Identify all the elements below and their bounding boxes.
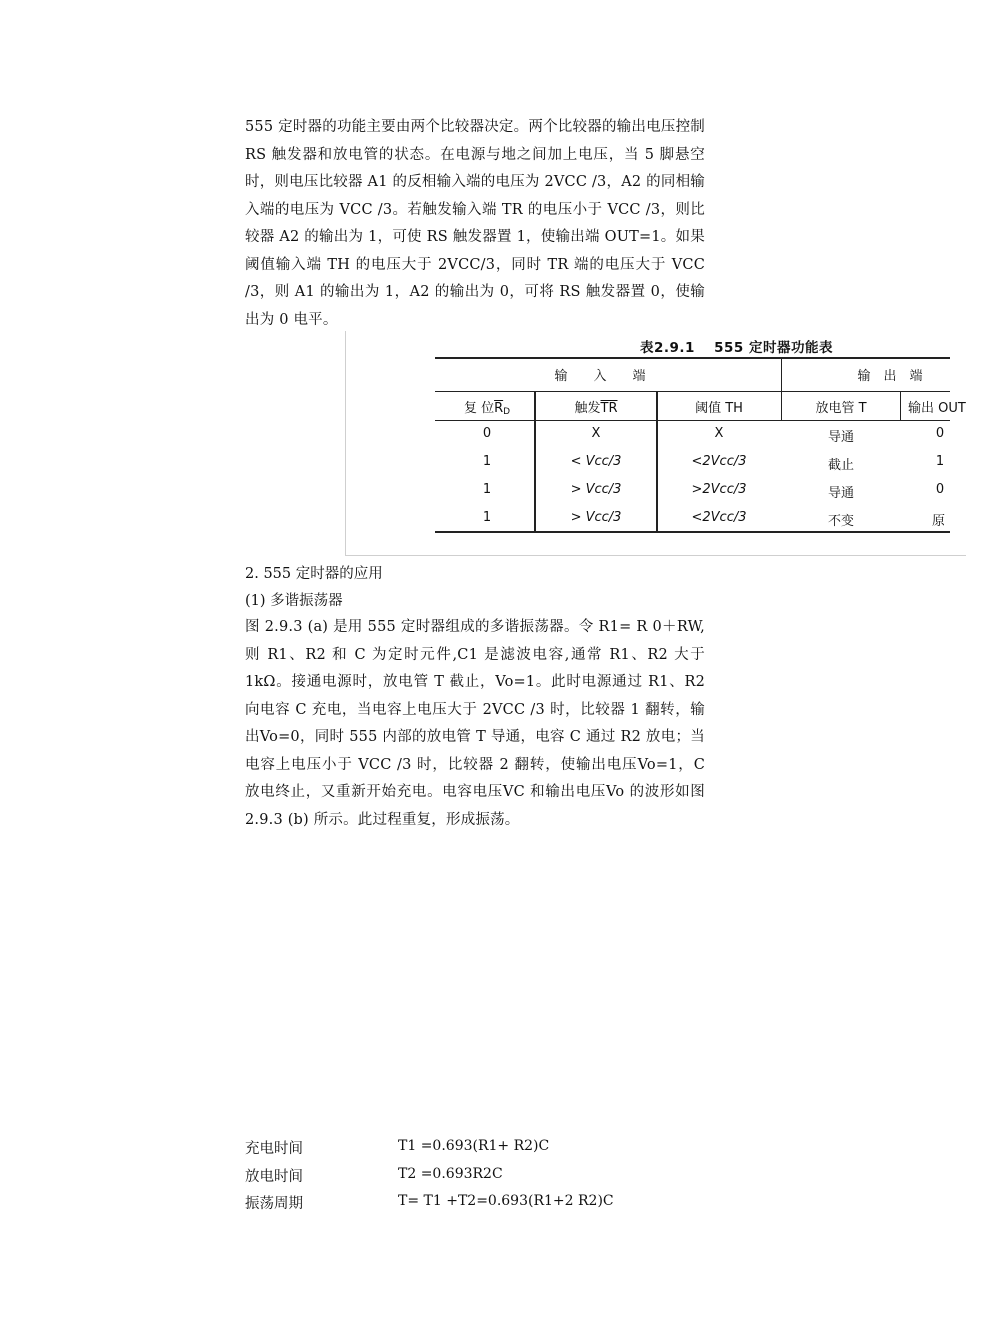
cell-discharge: 导通 [827, 430, 854, 445]
formula-label: 充电时间 [245, 1141, 303, 1157]
cell-trigger: > Vcc/3 [570, 482, 622, 497]
cell-discharge: 不变 [827, 514, 854, 529]
formula-label: 放电时间 [245, 1169, 303, 1185]
subsection-heading: (1) 多谐振荡器 [245, 593, 343, 609]
formula-value: T1 =0.693(R1+ R2)C [398, 1138, 550, 1154]
header-discharge: 放电管 T [815, 401, 867, 416]
table-col-divider-2 [656, 391, 658, 532]
cell-output: 0 [935, 426, 945, 441]
cell-output: 1 [935, 454, 945, 469]
table-header-rule [435, 391, 950, 392]
table-group-output: 输 出 端 [857, 369, 923, 384]
cell-reset: 1 [482, 454, 492, 469]
cell-trigger: X [591, 426, 601, 441]
cell-reset: 1 [482, 482, 492, 497]
header-output: 输出 OUT [908, 401, 966, 416]
cell-threshold: <2Vcc/3 [691, 454, 747, 469]
header-trigger: 触发$\overline{TR}$ [574, 401, 618, 416]
cell-discharge: 截止 [827, 458, 854, 473]
header-reset: 复 位$\overline{R}_D$ [463, 401, 511, 417]
formula-value: T= T1 +T2=0.693(R1+2 R2)C [398, 1193, 614, 1209]
table-title: 表2.9.1 555 定时器功能表 [640, 340, 834, 356]
table-col-divider-4 [900, 391, 901, 420]
table-group-input: 输 入 端 [554, 369, 646, 384]
cell-threshold: >2Vcc/3 [691, 482, 747, 497]
table-col-divider-3 [781, 391, 782, 420]
oscillator-paragraph: 图 2.9.3 (a) 是用 555 定时器组成的多谐振荡器。令 R1= R 0＋RW,则 R1、R2 和 C 为定时元件,C1 是滤波电容,通常 R1、R2 大于 1kΩ。接通电源时，放电管 T 截止，Vo=1。此时电源通过 R1、R2 向电容 C 充电，当电容上电压大于 2VCC /3 时，比较器 1 翻转，输出Vo=0，同时 555 内部的放电管 T 导通，电容 C 通过 R2 放电；当电容上电压小于 VCC /3 时，比较器 2 翻转，使输出电压Vo=1，C 放电终止，又重新开始充电。电容电压VC 和输出电压Vo 的波形如图 2.9.3 (b) 所示。此过程重复，形成振荡。 [245, 619, 705, 828]
header-threshold: 阈值 TH [695, 401, 743, 416]
table-bottom-rule [435, 531, 950, 533]
cell-reset: 1 [482, 510, 492, 525]
formula-value: T2 =0.693R2C [398, 1166, 503, 1182]
cell-threshold: <2Vcc/3 [691, 510, 747, 525]
cell-trigger: < Vcc/3 [570, 454, 622, 469]
cell-output: 原 [932, 514, 946, 529]
cell-trigger: > Vcc/3 [570, 510, 622, 525]
cell-discharge: 导通 [827, 486, 854, 501]
section-heading: 2. 555 定时器的应用 [245, 566, 383, 582]
cell-output: 0 [935, 482, 945, 497]
cell-threshold: X [714, 426, 724, 441]
cell-reset: 0 [482, 426, 492, 441]
table-col-divider-1 [534, 391, 536, 532]
formula-label: 振荡周期 [245, 1196, 303, 1212]
table-top-rule [435, 357, 950, 359]
table-subheader-rule [435, 420, 950, 421]
intro-paragraph: 555 定时器的功能主要由两个比较器决定。两个比较器的输出电压控制 RS 触发器和放电管的状态。在电源与地之间加上电压，当 5 脚悬空时，则电压比较器 A1 的反相输入端的电压为 2VCC /3，A2 的同相输入端的电压为 VCC /3。若触发输入端 TR 的电压小于 VCC /3，则比较器 A2 的输出为 1，可使 RS 触发器置 1，使输出端 OUT=1。如果阈值输入端 TH 的电压大于 2VCC/3，同时 TR 端的电压大于 VCC /3，则 A1 的输出为 1，A2 的输出为 0，可将 RS 触发器置 0，使输出为 0 电平。 [245, 119, 705, 328]
